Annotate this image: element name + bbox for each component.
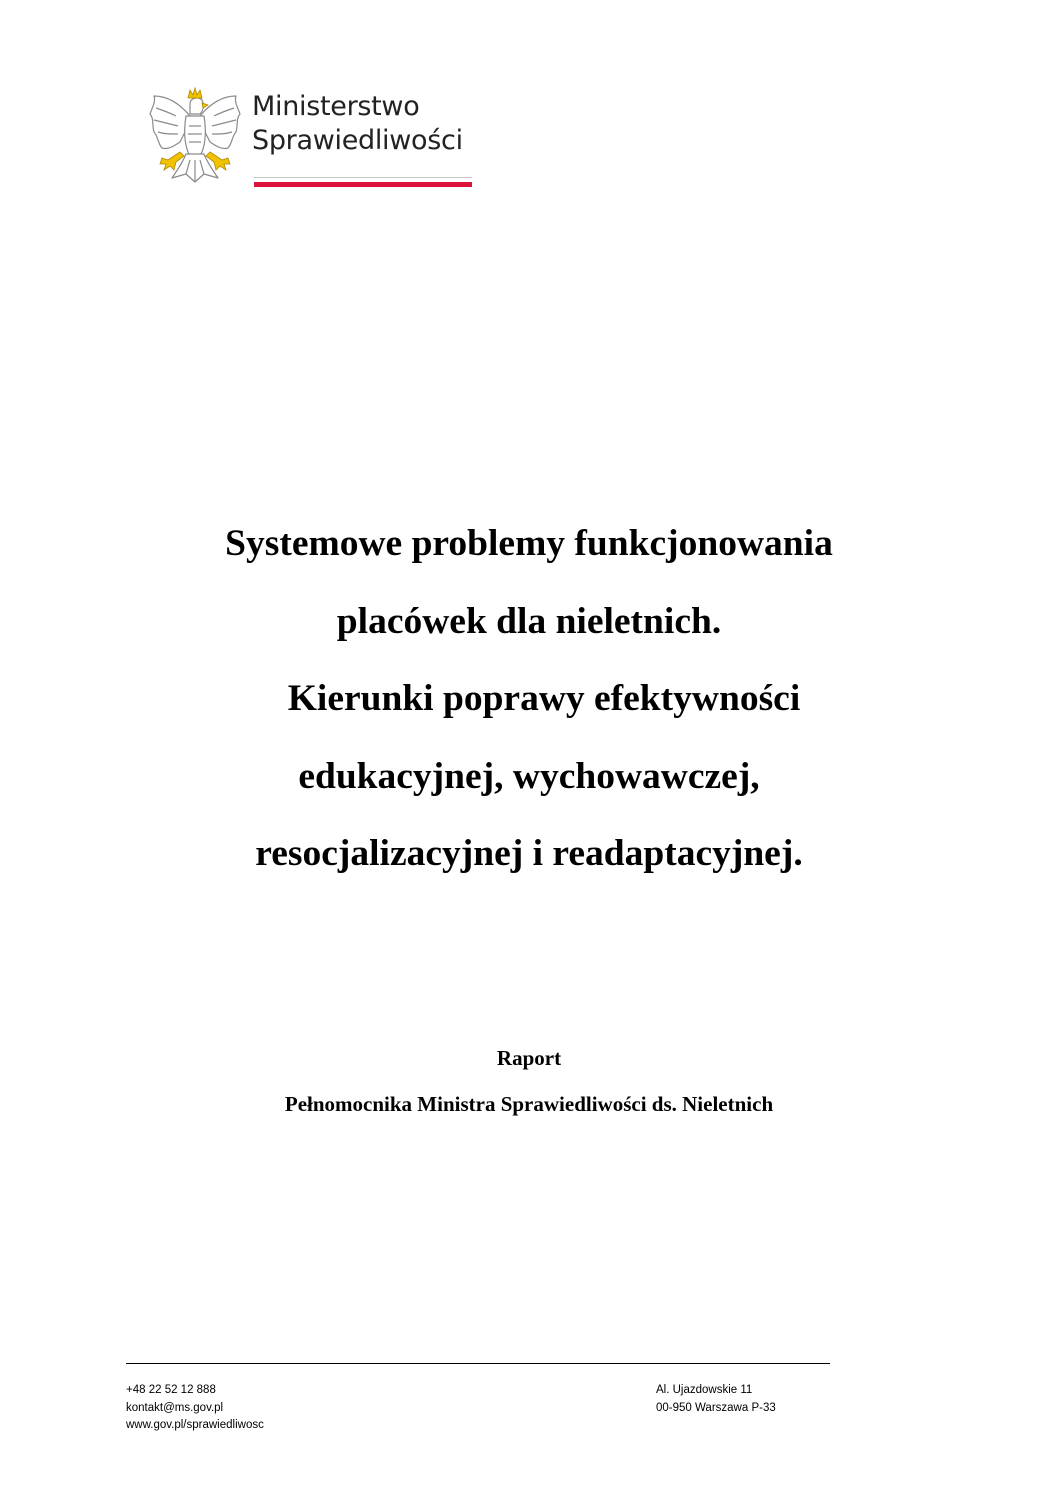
ministry-name-line2: Sprawiedliwości [252, 125, 463, 156]
footer-address-line2: 00-950 Warszawa P-33 [656, 1401, 776, 1414]
report-author: Pełnomocnika Ministra Sprawiedliwości ds. Nieletnich [284, 1092, 774, 1116]
title-line-5: resocjalizacyjnej i readaptacyjnej. [255, 833, 803, 874]
footer-divider [126, 1363, 830, 1364]
ministry-logo [146, 86, 476, 190]
footer-contact [126, 1382, 264, 1435]
footer-address-line1: Al. Ujazdowskie 11 [656, 1384, 753, 1396]
footer-website[interactable]: www.gov.pl/sprawiedliwosc [126, 1419, 264, 1431]
flag-divider [254, 177, 472, 178]
title-line-4: edukacyjnej, wychowawczej, [298, 755, 760, 797]
ministry-name [252, 90, 463, 158]
footer-email[interactable]: kontakt@ms.gov.pl [126, 1401, 224, 1414]
footer-phone: +48 22 52 12 888 [126, 1384, 216, 1396]
title-line-3: Kierunki poprawy efektywności [287, 678, 801, 719]
flag-red-stripe [254, 182, 472, 187]
title-line-1: Systemowe problemy funkcjonowania [225, 523, 833, 564]
report-label: Raport [496, 1046, 562, 1070]
polish-eagle-icon [146, 86, 244, 186]
report-subtitle [100, 1044, 958, 1136]
title-line-2: placówek dla nieletnich. [336, 600, 722, 642]
ministry-name-line1: Ministerstwo [252, 91, 420, 122]
footer-address [656, 1382, 776, 1417]
document-title [100, 518, 958, 906]
